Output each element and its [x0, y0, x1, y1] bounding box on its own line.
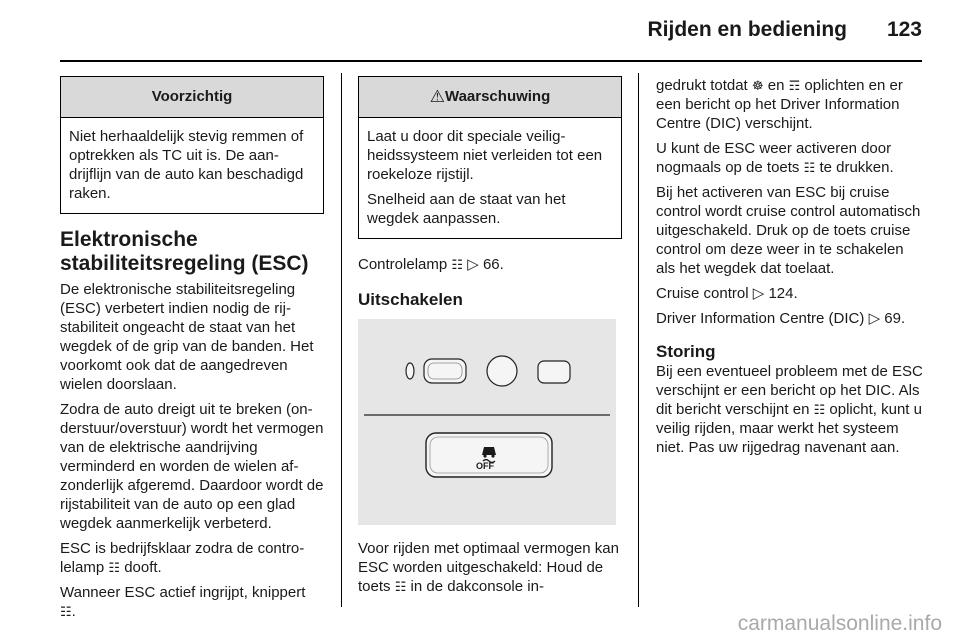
warning-title: Waarschuwing [444, 88, 551, 105]
column-3 [656, 76, 924, 463]
paragraph: Zodra de auto dreigt uit te breken (onderstuur/overstuur) wordt het vermogen van de elektrische aandrijving verminderd en worden de wielen afzonderlijk afgeremd. Daardoor wordt de rijstabiliteit van de auto op een glad wegdek aanmerkelijk verbeterd. [60, 401, 324, 532]
reference-line: Controlelamp ☷ ▷ 66. [358, 256, 504, 273]
esc-off-lamp-icon: ☸ [751, 78, 764, 93]
column-2 [358, 76, 622, 602]
esc-lamp-icon: ☷ [394, 579, 407, 594]
column-divider [341, 73, 342, 607]
subheading: Uitschakelen [358, 290, 463, 309]
paragraph: De elektronische stabiliteitsregeling (ESC) verbetert indien nodig de rijstabiliteit ongeacht de staat van het wegdek of de grip van de banden. Het voorkomt ook dat de aangedreven wielen doorslaan. [60, 281, 314, 393]
esc-lamp-icon: ☷ [803, 160, 816, 175]
subheading: Storing [656, 342, 716, 361]
caution-text: Niet herhaaldelijk stevig remmen of optrekken als TC uit is. De aandrijflijn van de auto kan beschadigd raken. [69, 128, 304, 202]
watermark: carmanualsonline.info [737, 612, 942, 635]
esc-lamp-icon: ☷ [813, 402, 826, 417]
paragraph: gedrukt totdat ☸ en ☶ oplichten en er een bericht op het Driver Information Centre (DIC) verschijnt. [656, 77, 903, 132]
console-drawing [358, 319, 616, 525]
esc-lamp-icon: ☷ [451, 257, 464, 272]
off-label: OFF [476, 461, 494, 471]
esc-lamp-icon: ☷ [108, 560, 121, 575]
paragraph: Bij een eventueel probleem met de ESC verschijnt er een bericht op het DIC. Als dit bericht verschijnt en ☷ oplicht, kunt u veilig rijden, maar werkt het systeem niet. Pas uw rijgedrag navenant aan. [656, 363, 923, 456]
warning-triangle-icon: ⚠ [429, 87, 445, 106]
esc-lamp-icon: ☷ [60, 604, 72, 619]
paragraph: Bij het activeren van ESC bij cruise control wordt cruise control automatisch uitgeschakeld. Druk op de toets cruise control om deze weer in te schakelen als het wegdek dat toelaat. [656, 184, 921, 277]
column-1 [60, 76, 324, 627]
warning-box [358, 76, 622, 239]
paragraph: U kunt de ESC weer activeren door nogmaals op de toets ☷ te drukken. [656, 140, 894, 176]
paragraph: Wanneer ESC actief ingrijpt, knippert ☷. [60, 584, 306, 620]
paragraph: ESC is bedrijfsklaar zodra de controlelamp ☷ dooft. [60, 540, 305, 576]
warning-text: Laat u door dit speciale veiligheidssysteem niet verleiden tot een roekeloze rijstijl. [367, 128, 603, 183]
reference-line: Driver Information Centre (DIC) ▷ 69. [656, 310, 906, 327]
page-ref-arrow-icon: ▷ [868, 310, 881, 327]
running-title: Rijden en bediening [647, 18, 847, 41]
header-rule [60, 60, 922, 62]
tc-off-lamp-icon: ☶ [788, 78, 801, 93]
page-ref-arrow-icon: ▷ [467, 256, 479, 273]
caution-box [60, 76, 324, 214]
reference-line: Cruise control ▷ 124. [656, 285, 798, 302]
paragraph: Voor rijden met optimaal vermogen kan ESC worden uitgeschakeld: Houd de toets ☷ in de dakconsole in- [358, 540, 619, 595]
page-number: 123 [886, 18, 922, 41]
overhead-console-illustration [358, 319, 616, 525]
section-title: Elektronische stabiliteitsregeling (ESC) [60, 228, 309, 275]
page-ref-arrow-icon: ▷ [752, 285, 765, 302]
warning-text: Snelheid aan de staat van het wegdek aanpassen. [367, 191, 566, 227]
caution-title: Voorzichtig [61, 77, 323, 118]
column-divider [638, 73, 639, 607]
